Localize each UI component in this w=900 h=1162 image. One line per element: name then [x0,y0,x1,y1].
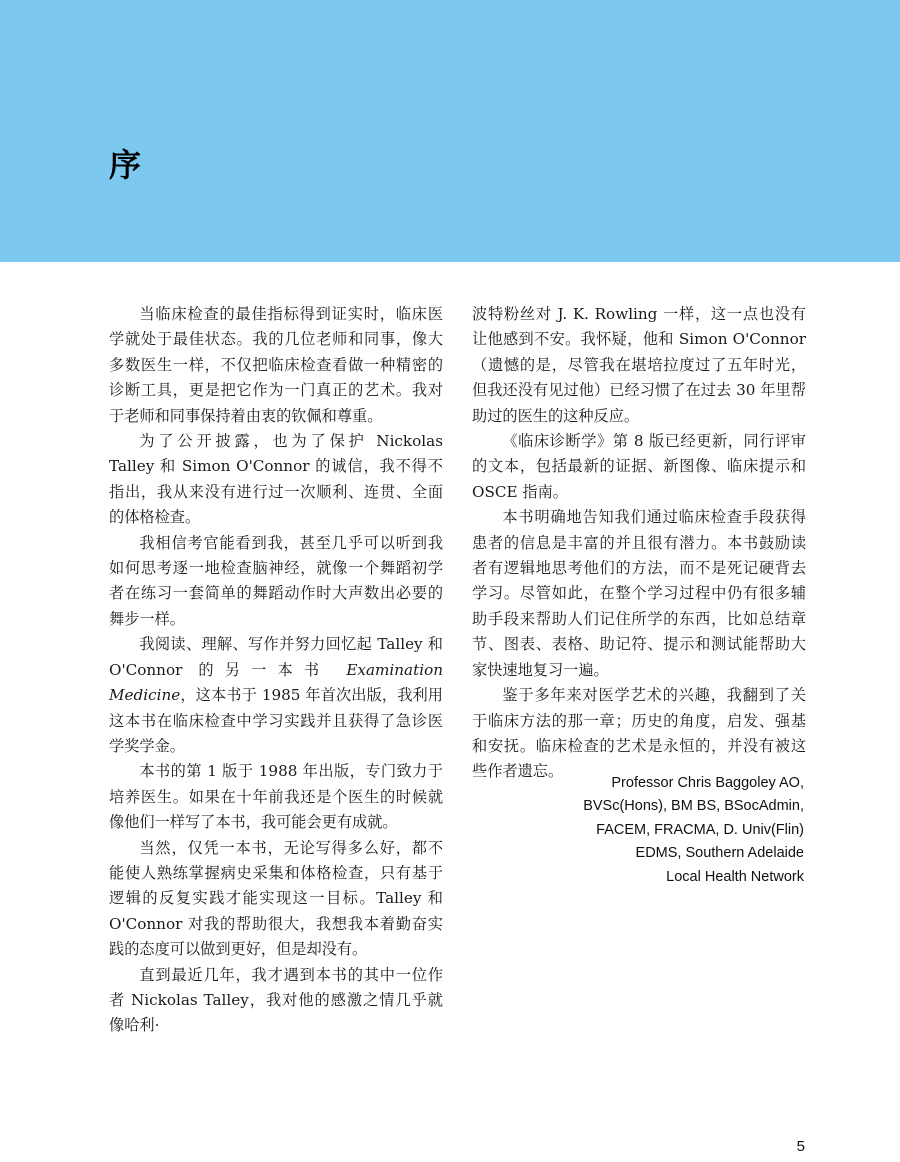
paragraph: 我相信考官能看到我，甚至几乎可以听到我如何思考逐一地检查脑神经，就像一个舞蹈初学者在练习一套简单的舞蹈动作时大声数出必要的舞步一样。 [109,533,443,628]
paragraph: 鉴于多年来对医学艺术的兴趣，我翻到了关于临床方法的那一章；历史的角度，启发、强基和安抚。临床检查的艺术是永恒的，并没有被这些作者遗忘。 [472,686,806,781]
paragraph: 本书的第 1 版于 1988 年出版，专门致力于培养医生。如果在十年前我还是个医生的时候就像他们一样写了本书，我可能会更有成就。 [109,762,443,832]
signature-line: Local Health Network [666,868,804,885]
paragraph [109,632,443,759]
paragraph: 《临床诊断学》第 8 版已经更新，同行评审的文本，包括最新的证据、新图像、临床提示和 OSCE 指南。 [472,432,806,501]
book-title: Examination Medicine [109,660,443,705]
page-number: 5 [796,1138,805,1155]
signature-line: Professor Chris Baggoley AO, [611,775,804,791]
left-column [109,302,443,1039]
signature-line: BVSc(Hons), BM BS, BSocAdmin, [583,798,804,815]
signature-line: EDMS, Southern Adelaide [635,845,804,862]
paragraph: 本书明确地告知我们通过临床检查手段获得患者的信息是丰富的并且很有潜力。本书鼓励读者有逻辑地思考他们的方法，而不是死记硬背去学习。尽管如此，在整个学习过程中仍有很多辅助手段来帮助人们记住所学的东西，比如总结章节、图表、表格、助记符、提示和测试能帮助大家快速地复习一遍。 [472,508,806,679]
chapter-title: 序 [109,146,142,184]
paragraph-continuation: 波特粉丝对 J. K. Rowling 一样，这一点也没有让他感到不安。我怀疑，他和 Simon O'Connor（遗憾的是，尽管我在堪培拉度过了五年时光，但我还没有见过他）已经习惯了在过去 30 年里帮助过的医生的这种反应。 [472,305,806,425]
paragraph: 为了公开披露，也为了保护 Nickolas Talley 和 Simon O'Connor 的诚信，我不得不指出，我从来没有进行过一次顺利、连贯、全面的体格检查。 [109,432,443,527]
chapter-banner [0,0,900,262]
author-signature [583,772,804,889]
right-column [472,302,806,785]
paragraph: 直到最近几年，我才遇到本书的其中一位作者 Nickolas Talley，我对他的感激之情几乎就像哈利· [109,965,443,1035]
signature-line: FACEM, FRACMA, D. Univ(Flin) [596,821,804,838]
paragraph: 当临床检查的最佳指标得到证实时，临床医学就处于最佳状态。我的几位老师和同事，像大多数医生一样，不仅把临床检查看做一种精密的诊断工具，更是把它作为一门真正的艺术。我对于老师和同事保持着由衷的钦佩和尊重。 [109,305,443,425]
paragraph: 当然，仅凭一本书，无论写得多么好，都不能使人熟练掌握病史采集和体格检查，只有基于逻辑的反复实践才能实现这一目标。Talley 和 O'Connor 对我的帮助很大，我想我本着勤奋实践的态度可以做到更好，但是却没有。 [109,838,443,959]
text-run: ，这本书于 1985 年首次出版，我利用这本书在临床检查中学习实践并且获得了急诊医学奖学金。 [109,686,443,755]
text-run: 我阅读、理解、写作并努力回忆起 Talley 和 O'Connor 的另一本书 [109,635,443,679]
